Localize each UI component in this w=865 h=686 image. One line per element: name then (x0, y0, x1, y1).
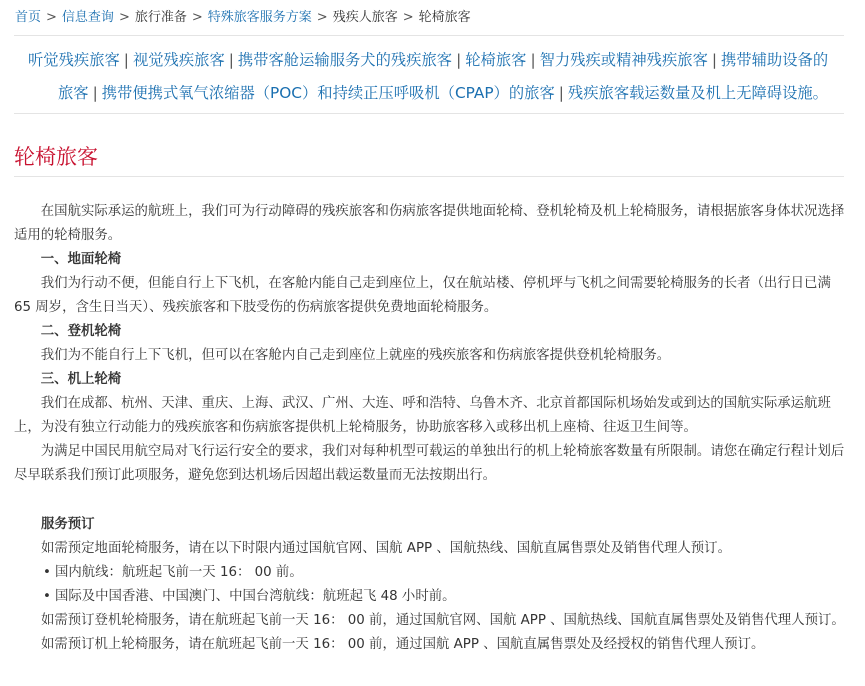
booking-boarding-text: 如需预订登机轮椅服务，请在航班起飞前一天 16： 00 前，通过国航官网、国航 APP 、国航热线、国航直属售票处及销售代理人预订。 (41, 613, 845, 628)
booking-title: 服务预订 (41, 517, 95, 532)
tab-separator: | (558, 84, 564, 102)
tab-separator: | (92, 84, 98, 102)
breadcrumb-separator: > (46, 10, 57, 25)
list-item (14, 585, 846, 609)
divider (14, 113, 844, 114)
category-links-row-2 (28, 77, 848, 110)
tab-separator: | (228, 51, 234, 69)
breadcrumb-separator: > (191, 10, 203, 25)
section-text-boarding-wheelchair: 我们为不能自行上下飞机，但可以在客舱内自己走到座位上就座的残疾旅客和伤病旅客提供登机轮椅服务。 (40, 348, 671, 363)
tab-service-dog[interactable]: 携带客舱运输服务犬的残疾旅客 (237, 51, 453, 69)
tab-assistive-device-part1[interactable]: 携带辅助设备的 (721, 51, 829, 69)
tab-wheelchair[interactable]: 轮椅旅客 (465, 51, 527, 69)
breadcrumb-travel-prep: 旅行准备 (134, 10, 187, 25)
section-heading-onboard-wheelchair: 三、机上轮椅 (40, 372, 122, 387)
tab-visual-disability[interactable]: 视觉残疾旅客 (132, 51, 225, 69)
breadcrumb-info-link[interactable]: 信息查询 (61, 10, 114, 25)
tab-hearing-disability[interactable]: 听觉残疾旅客 (28, 51, 120, 69)
section-note-onboard-wheelchair: 为满足中国民用航空局对飞行运行安全的要求，我们对每种机型可载运的单独出行的机上轮椅旅客数量有所限制。请您在确定行程计划后尽早联系我们预订此项服务，避免您到达机场后因超出载运数量而无法按期出行。 (14, 444, 845, 483)
breadcrumb-separator: > (402, 10, 414, 25)
section-text-ground-wheelchair: 我们为行动不便，但能自行上下飞机，在客舱内能自己走到座位上，仅在航站楼、停机坪与飞机之间需要轮椅服务的长者（出行日已满 65 周岁，含生日当天）、残疾旅客和下肢受伤的伤病旅客提供免费地面轮椅服务。 (14, 276, 831, 315)
booking-domestic-deadline: 国内航线：航班起飞前一天 16： 00 前。 (55, 565, 303, 580)
divider (14, 176, 844, 177)
booking-international-deadline: 国际及中国香港、中国澳门、中国台湾航线：航班起飞 48 小时前。 (55, 589, 456, 604)
tab-separator: | (123, 51, 129, 69)
booking-onboard-text: 如需预订机上轮椅服务，请在航班起飞前一天 16： 00 前，通过国航 APP 、国航直属售票处及经授权的销售代理人预订。 (41, 637, 765, 652)
divider (14, 35, 844, 36)
section-heading-boarding-wheelchair: 二、登机轮椅 (40, 324, 122, 339)
section-heading-ground-wheelchair: 一、地面轮椅 (40, 252, 122, 267)
list-item (14, 561, 846, 585)
tab-separator: | (456, 51, 462, 69)
breadcrumb-special-link[interactable]: 特殊旅客服务方案 (207, 10, 312, 25)
section-text-onboard-wheelchair: 我们在成都、杭州、天津、重庆、上海、武汉、广州、大连、呼和浩特、乌鲁木齐、北京首都国际机场始发或到达的国航实际承运航班上，为没有独立行动能力的残疾旅客和伤病旅客提供机上轮椅服务，协助旅客移入或移出机上座椅、往返卫生间等。 (14, 396, 831, 435)
tab-assistive-device-part2[interactable]: 旅客 (58, 84, 89, 102)
bullet-icon: • (43, 589, 51, 604)
tab-separator: | (711, 51, 718, 69)
breadcrumb-separator: > (118, 10, 130, 25)
breadcrumb-disabled: 残疾人旅客 (332, 10, 398, 25)
category-links-row-1 (28, 44, 848, 77)
breadcrumb-separator: > (316, 10, 328, 25)
breadcrumb-current: 轮椅旅客 (418, 10, 471, 25)
page-title: 轮椅旅客 (14, 145, 98, 169)
tab-poc-cpap[interactable]: 携带便携式氧气浓缩器（POC）和持续正压呼吸机（CPAP）的旅客 (101, 84, 555, 102)
category-links (28, 44, 848, 110)
breadcrumb-home-link[interactable]: 首页 (15, 10, 42, 25)
tab-capacity-facilities[interactable]: 残疾旅客载运数量及机上无障碍设施。 (567, 84, 828, 102)
booking-section (14, 513, 846, 657)
intro-paragraph: 在国航实际承运的航班上，我们可为行动障碍的残疾旅客和伤病旅客提供地面轮椅、登机轮椅及机上轮椅服务，请根据旅客身体状况选择适用的轮椅服务。 (14, 204, 845, 243)
tab-intellectual-disability[interactable]: 智力残疾或精神残疾旅客 (539, 51, 708, 69)
booking-ground-intro: 如需预定地面轮椅服务，请在以下时限内通过国航官网、国航 APP 、国航热线、国航直属售票处及销售代理人预订。 (41, 541, 731, 556)
breadcrumb (15, 9, 471, 27)
article-content (14, 200, 846, 488)
tab-separator: | (530, 51, 536, 69)
bullet-icon: • (43, 565, 51, 580)
